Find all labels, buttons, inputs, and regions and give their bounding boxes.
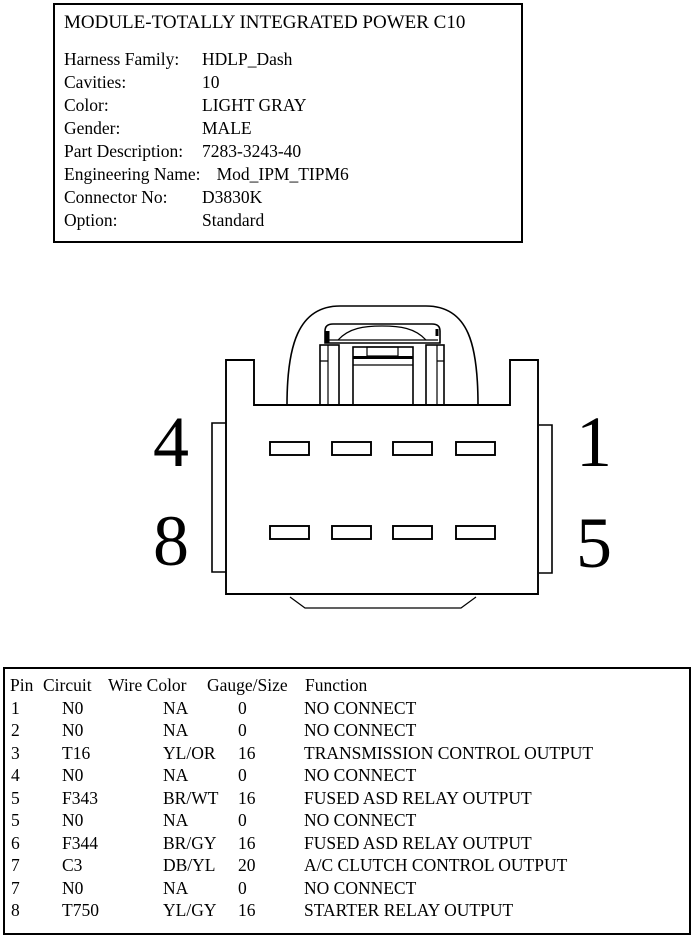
- pin-cell: 5: [11, 810, 20, 831]
- column-header: Gauge/Size: [207, 675, 288, 695]
- column-header: Circuit: [43, 675, 92, 695]
- wire-color-cell: NA: [163, 810, 189, 831]
- table-body: [5, 697, 689, 922]
- pin-slot: [393, 526, 432, 539]
- table-row: [5, 854, 689, 877]
- gauge-cell: 16: [238, 787, 256, 808]
- connector-properties: [64, 48, 521, 232]
- pinout-table: [3, 667, 691, 935]
- table-header-row: [5, 674, 689, 697]
- table-row: [5, 764, 689, 787]
- gauge-cell: 0: [238, 877, 247, 898]
- property-value: Mod_IPM_TIPM6: [216, 164, 349, 184]
- table-row: [5, 787, 689, 810]
- pin-cell: 3: [11, 742, 20, 763]
- circuit-cell: T750: [62, 900, 99, 921]
- property-row: [64, 140, 521, 163]
- circuit-cell: F344: [62, 832, 98, 853]
- function-cell: NO CONNECT: [304, 720, 417, 741]
- pin-cell: 4: [11, 765, 20, 786]
- circuit-cell: T16: [62, 742, 91, 763]
- property-label: Color:: [64, 95, 109, 115]
- wire-color-cell: NA: [163, 877, 189, 898]
- gauge-cell: 0: [238, 765, 247, 786]
- property-label: Harness Family:: [64, 49, 180, 69]
- latch-left-post: [320, 345, 339, 405]
- pin-cell: 7: [11, 855, 20, 876]
- column-header: Pin: [10, 675, 34, 695]
- wire-color-cell: YL/OR: [163, 742, 216, 763]
- table-row: [5, 809, 689, 832]
- property-value: D3830K: [202, 187, 263, 207]
- pin-label-top-right: 1: [576, 402, 612, 482]
- pin-label-bottom-right: 5: [576, 503, 612, 583]
- pin-slot: [393, 442, 432, 455]
- function-cell: FUSED ASD RELAY OUTPUT: [304, 787, 532, 808]
- wire-color-cell: NA: [163, 720, 189, 741]
- circuit-cell: F343: [62, 787, 98, 808]
- circuit-cell: C3: [62, 855, 83, 876]
- pin-cell: 1: [11, 697, 20, 718]
- pin-slot: [456, 526, 495, 539]
- pin-slot: [456, 442, 495, 455]
- property-label: Engineering Name:: [64, 164, 201, 184]
- pin-label-top-left: 4: [153, 402, 189, 482]
- wire-color-cell: DB/YL: [163, 855, 216, 876]
- pin-cell: 8: [11, 900, 20, 921]
- gauge-cell: 16: [238, 742, 256, 763]
- property-label: Part Description:: [64, 141, 184, 161]
- pin-cell: 6: [11, 832, 20, 853]
- latch-cap-bevel: [338, 326, 426, 340]
- wire-color-cell: NA: [163, 765, 189, 786]
- pin-slot: [332, 442, 371, 455]
- wire-color-cell: NA: [163, 697, 189, 718]
- property-value: 10: [202, 72, 220, 92]
- table-row: [5, 877, 689, 900]
- function-cell: A/C CLUTCH CONTROL OUTPUT: [304, 855, 568, 876]
- connector-info-box: [53, 3, 523, 243]
- latch-right-post: [426, 345, 444, 405]
- property-value: MALE: [202, 118, 252, 138]
- left-mount-tab: [212, 423, 226, 572]
- property-label: Option:: [64, 210, 118, 230]
- function-cell: STARTER RELAY OUTPUT: [304, 900, 514, 921]
- right-mount-tab: [539, 425, 552, 573]
- pin-cell: 7: [11, 877, 20, 898]
- table-row: [5, 742, 689, 765]
- bottom-key: [290, 597, 476, 608]
- property-value: 7283-3243-40: [202, 141, 302, 161]
- property-label: Cavities:: [64, 72, 127, 92]
- circuit-cell: N0: [62, 877, 84, 898]
- function-cell: NO CONNECT: [304, 877, 417, 898]
- table-row: [5, 719, 689, 742]
- property-row: [64, 71, 521, 94]
- connector-drawing: [0, 292, 696, 642]
- column-header: Wire Color: [108, 675, 187, 695]
- property-row: [64, 209, 521, 232]
- pin-label-bottom-left: 8: [153, 501, 189, 581]
- connector-face-diagram: [0, 292, 696, 642]
- gauge-cell: 16: [238, 900, 256, 921]
- property-row: [64, 186, 521, 209]
- pin-cell: 5: [11, 787, 20, 808]
- gauge-cell: 16: [238, 832, 256, 853]
- table-row: [5, 832, 689, 855]
- column-header: Function: [305, 675, 368, 695]
- pin-slot: [270, 526, 309, 539]
- gauge-cell: 20: [238, 855, 256, 876]
- gauge-cell: 0: [238, 720, 247, 741]
- circuit-cell: N0: [62, 697, 84, 718]
- latch-center-tab: [367, 347, 398, 356]
- property-value: LIGHT GRAY: [202, 95, 307, 115]
- table-row: [5, 899, 689, 922]
- circuit-cell: N0: [62, 765, 84, 786]
- connector-body: [226, 360, 538, 594]
- pin-slot: [270, 442, 309, 455]
- function-cell: NO CONNECT: [304, 765, 417, 786]
- property-row: [64, 163, 521, 186]
- property-label: Gender:: [64, 118, 121, 138]
- property-value: Standard: [202, 210, 265, 230]
- function-cell: NO CONNECT: [304, 810, 417, 831]
- wire-color-cell: YL/GY: [163, 900, 217, 921]
- pin-cell: 2: [11, 720, 20, 741]
- pin-slot: [332, 526, 371, 539]
- property-row: [64, 117, 521, 140]
- function-cell: TRANSMISSION CONTROL OUTPUT: [304, 742, 594, 763]
- table-row: [5, 697, 689, 720]
- property-label: Connector No:: [64, 187, 168, 207]
- property-row: [64, 48, 521, 71]
- function-cell: FUSED ASD RELAY OUTPUT: [304, 832, 532, 853]
- property-row: [64, 94, 521, 117]
- connector-title: MODULE-TOTALLY INTEGRATED POWER C10: [64, 12, 466, 33]
- circuit-cell: N0: [62, 810, 84, 831]
- gauge-cell: 0: [238, 697, 247, 718]
- wire-color-cell: BR/WT: [163, 787, 219, 808]
- wire-color-cell: BR/GY: [163, 832, 217, 853]
- latch-left-post-inner: [320, 345, 328, 405]
- circuit-cell: N0: [62, 720, 84, 741]
- latch-right-post-inner: [437, 345, 444, 405]
- function-cell: NO CONNECT: [304, 697, 417, 718]
- property-value: HDLP_Dash: [202, 49, 293, 69]
- gauge-cell: 0: [238, 810, 247, 831]
